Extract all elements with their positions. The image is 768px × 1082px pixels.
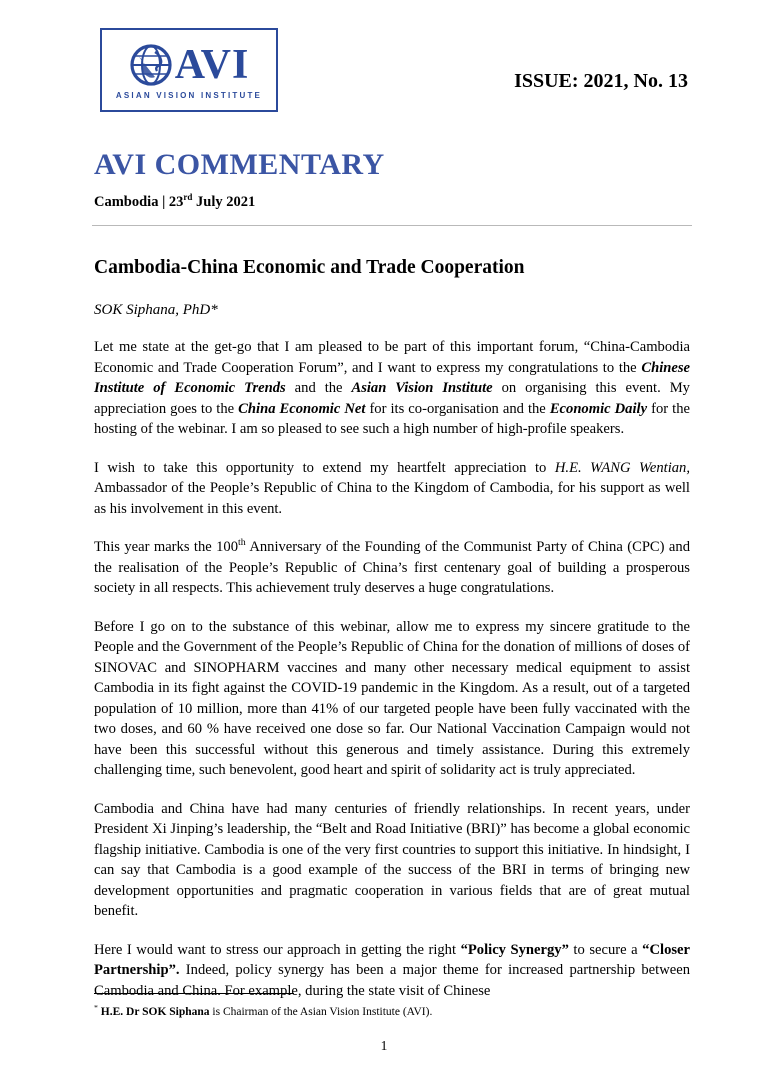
footnote-marker: *: [94, 1003, 98, 1013]
document-header: [92, 0, 692, 130]
page-content: [92, 0, 692, 1082]
text-run: Indeed, policy synergy has been a major theme for increased partnership between Cambodia and China. For example, during the state visit of Chinese: [94, 962, 690, 999]
footnote-author: H.E. Dr SOK Siphana: [100, 1006, 210, 1018]
text-run: This year marks the 100: [94, 539, 239, 555]
page-title: Cambodia-China Economic and Trade Cooperation: [94, 257, 525, 278]
text-run: and the: [285, 380, 352, 396]
emphasis-bold-italic: Asian Vision Institute: [351, 380, 493, 396]
text-run: I wish to take this opportunity to extend my heartfelt appreciation to: [94, 459, 555, 476]
paragraph: [94, 337, 690, 440]
dateline-rest: July 2021: [192, 194, 256, 210]
footnote-divider: [94, 993, 294, 994]
header-divider: [92, 225, 692, 226]
text-run: for its co-organisation and the: [365, 400, 550, 417]
article-body: [92, 256, 692, 1001]
page-number: 1: [380, 1038, 388, 1053]
paragraph: [94, 617, 690, 781]
footnote: [94, 1005, 690, 1020]
dateline-ordinal: rd: [183, 192, 193, 203]
dateline: [92, 194, 692, 211]
text-run: to secure a: [568, 941, 643, 958]
issue-label: ISSUE: 2021, No. 13: [514, 70, 688, 92]
emphasis-bold-italic: Chinese Institute of Economic Trends: [94, 359, 690, 396]
emphasis-bold: “Policy Synergy”: [460, 941, 569, 958]
dateline-country: Cambodia | 23: [94, 194, 184, 210]
emphasis-bold-italic: China Economic Net: [238, 400, 366, 417]
emphasis-bold-italic: Economic Daily: [549, 400, 648, 417]
paragraph: [94, 940, 690, 1002]
globe-icon: [129, 43, 173, 87]
paragraph: [94, 458, 690, 520]
avi-logo: [100, 28, 278, 112]
text-run: Cambodia and China have had many centuries of friendly relationships. In recent years, under President Xi Jinping’s leadership, the “Belt and Road Initiative (BRI)” has become a global economic flagship initiative. Cambodia is one of the very first countries to support this initiative. In hindsight, I can say that Cambodia is a good example of the success of the BRI in terms of bringing new development opportunities and pragmatic cooperation in various fields that are of great mutual benefit.: [94, 800, 690, 919]
text-run: Ambassador of the People’s Republic of China to the Kingdom of Cambodia, for his support as well as his involvement in this event.: [94, 480, 690, 517]
text-run: Let me state at the get-go that I am pleased to be part of this important forum, “China-Cambodia Economic and Trade Cooperation Forum”, and I want to express my congratulations to the: [94, 339, 690, 376]
text-run: Here I would want to stress our approach in getting the right: [94, 941, 461, 958]
masthead-title: AVI COMMENTARY: [94, 148, 385, 181]
logo-wordmark: AVI: [174, 41, 250, 88]
emphasis-italic: H.E. WANG Wentian,: [554, 459, 690, 476]
logo-subtitle: ASIAN VISION INSTITUTE: [115, 90, 263, 100]
emphasis-bold: “Closer Partnership”.: [94, 941, 690, 978]
text-run: on organising this event. My appreciation goes to the: [94, 380, 690, 417]
author-byline: SOK Siphana, PhD*: [94, 302, 218, 318]
logo-main-row: [129, 43, 250, 87]
paragraph: [94, 537, 690, 599]
text-run: for the hosting of the webinar. I am so pleased to see such a high number of high-profile speakers.: [94, 400, 690, 437]
ordinal-superscript: th: [238, 537, 246, 549]
paragraph-list: [94, 337, 690, 1001]
paragraph: [94, 799, 690, 922]
text-run: Before I go on to the substance of this webinar, allow me to express my sincere gratitude to the People and the Government of the People’s Republic of China for the donation of millions of doses of SINOVAC and SINOPHARM vaccines and many other necessary medical equipment to assist Cambodia in its fight against the COVID-19 pandemic in the Kingdom. As a result, out of a targeted population of 10 million, more than 41% of our targeted people have been fully vaccinated with the two doses, and 60 % have received one dose so far. Our National Vaccination Campaign would not have been this successful without this generous and timely assistance. During this extremely challenging time, such benevolent, good heart and spirit of solidarity act is truly appreciated.: [94, 618, 690, 778]
text-run: Anniversary of the Founding of the Communist Party of China (CPC) and the realisation of the People’s Republic of China’s first centenary goal of building a prosperous society in all respects. This achievement truly deserves a huge congratulations.: [94, 539, 690, 596]
footnote-text: is Chairman of the Asian Vision Institute (AVI).: [209, 1006, 433, 1018]
